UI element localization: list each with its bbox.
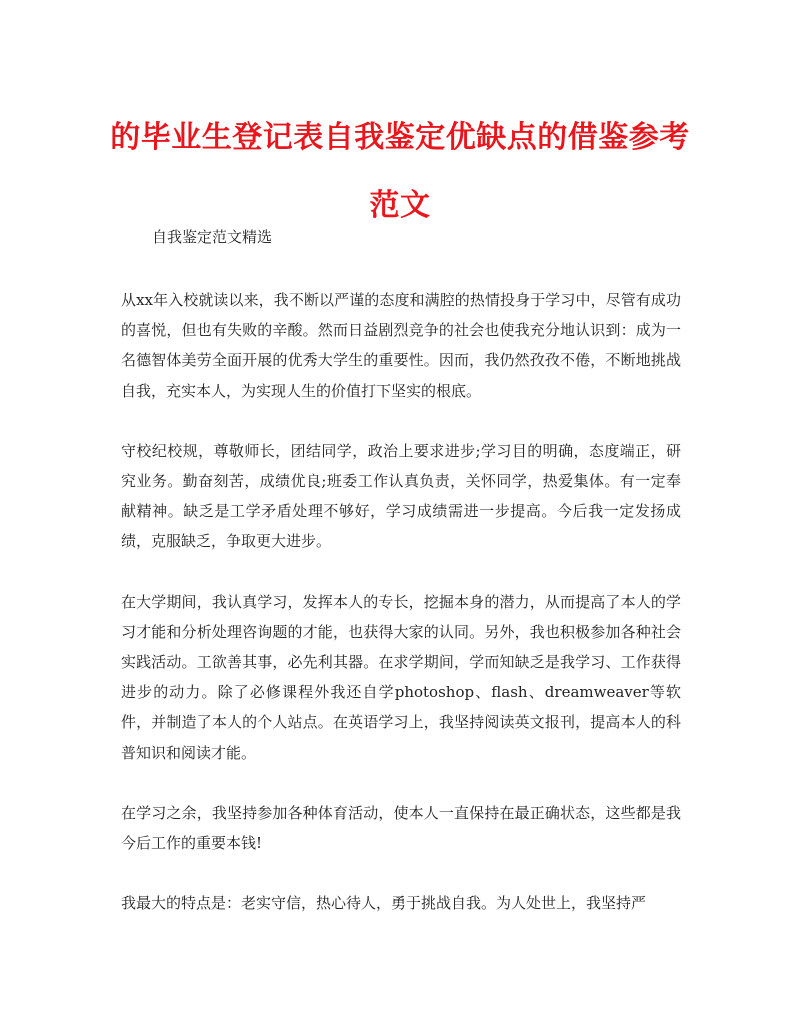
document-title: 的毕业生登记表自我鉴定优缺点的借鉴参考范文 xyxy=(110,120,690,223)
paragraph-1: 从xx年入校就读以来，我不断以严谨的态度和满腔的热情投身于学习中，尽管有成功的喜悦，但也有失败的辛酸。然而日益剧烈竞争的社会也使我充分地认识到：成为一名德智体美劳全面开展的优秀大学生的重要性。因而，我仍然孜孜不倦，不断地挑战自我，充实本人，为实现人生的价值打下坚实的根底。 xyxy=(121,291,681,400)
document-subtitle: 自我鉴定范文精选 xyxy=(152,228,273,246)
paragraph-2: 守校纪校规，尊敬师长，团结同学，政治上要求进步;学习目的明确，态度端正，研究业务。勤奋刻苦，成绩优良;班委工作认真负责，关怀同学，热爱集体。有一定奉献精神。缺乏是工学矛盾处理不够好，学习成绩需进一步提高。今后我一定发扬成绩，克服缺乏，争取更大进步。 xyxy=(121,441,681,551)
paragraph-4: 在学习之余，我坚持参加各种体育活动，使本人一直保持在最正确状态，这些都是我今后工作的重要本钱! xyxy=(121,803,681,853)
document-body xyxy=(121,285,681,948)
paragraph-3: 在大学期间，我认真学习，发挥本人的专长，挖掘本身的潜力，从而提高了本人的学习才能和分析处理咨询题的才能，也获得大家的认同。另外，我也积极参加各种社会实践活动。工欲善其事，必先利其器。在求学期间，学而知缺乏是我学习、工作获得进步的动力。除了必修课程外我还自学photoshop、flash、dreamweaver等软件，并制造了本人的个人站点。在英语学习上，我坚持阅读英文报刊，提高本人的科普知识和阅读才能。 xyxy=(121,592,681,762)
paragraph-5: 我最大的特点是：老实守信，热心待人，勇于挑战自我。为人处世上，我坚持严 xyxy=(121,894,647,913)
